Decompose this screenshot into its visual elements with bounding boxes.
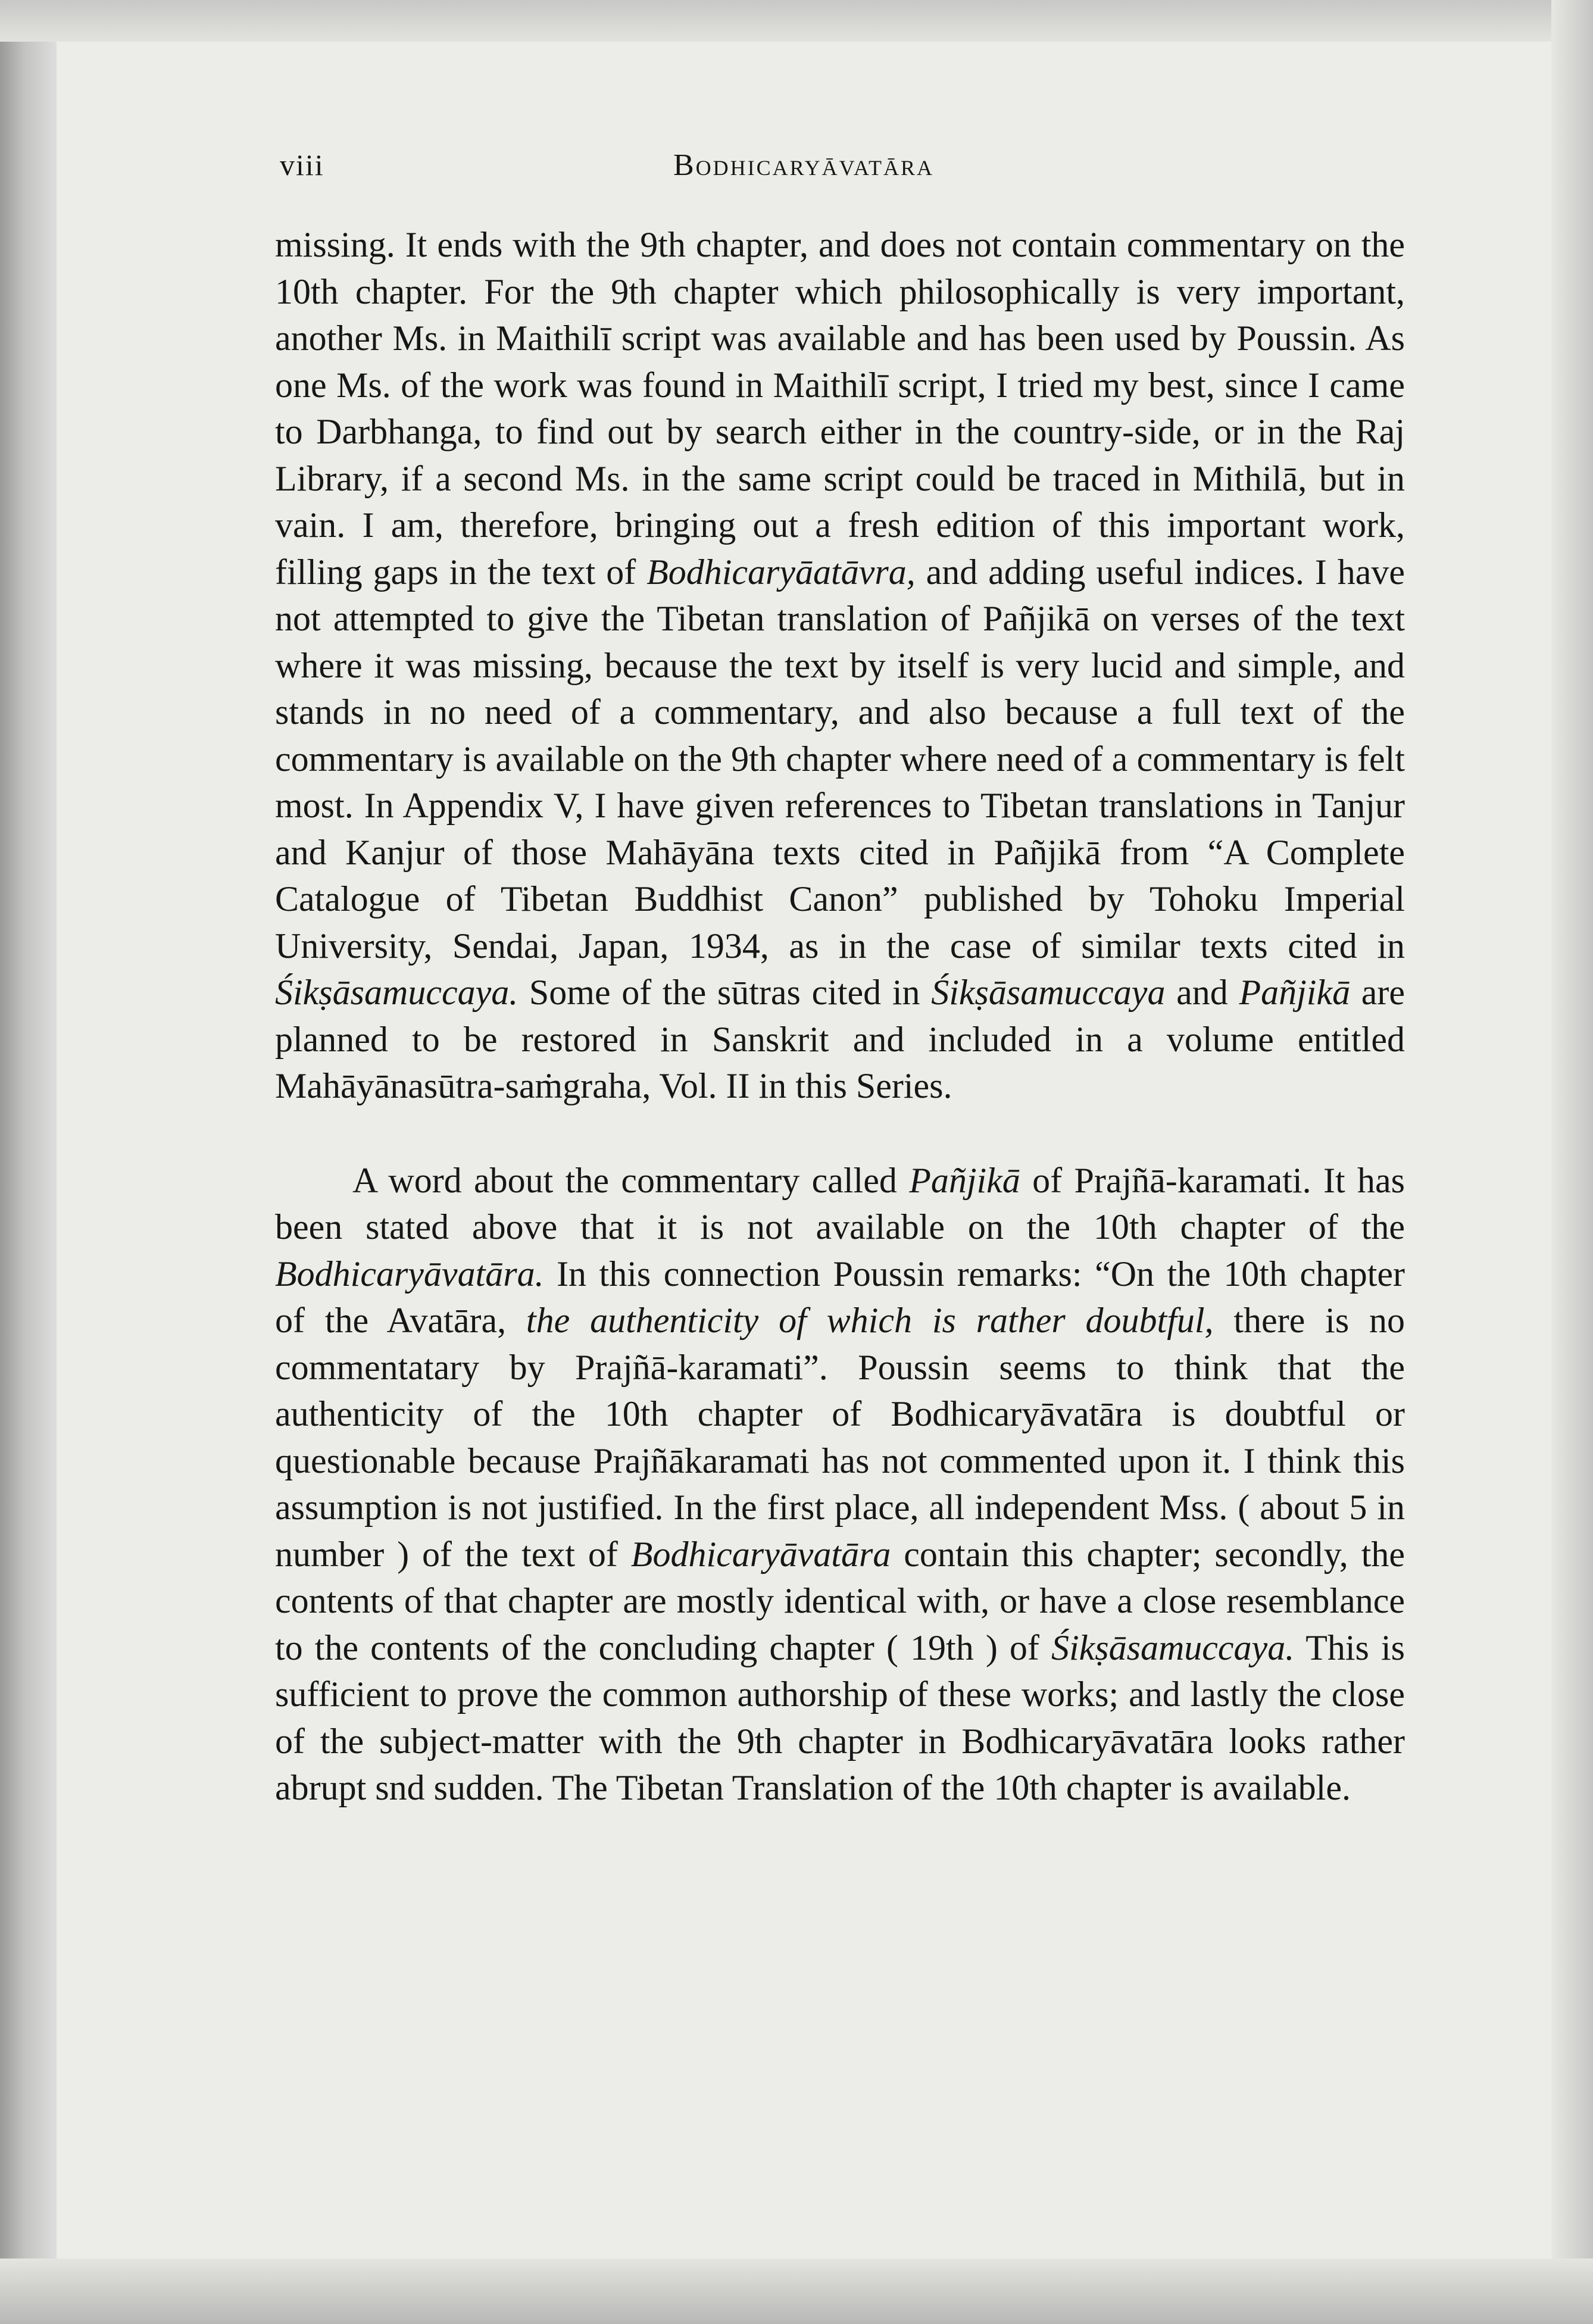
text-run: A word about the commentary called [352, 1160, 910, 1200]
italic-title: Śikṣāsamuccaya [931, 973, 1166, 1012]
scan-shadow-right [1551, 0, 1593, 2324]
italic-title: Bodhicaryāvatāra [630, 1534, 891, 1574]
scan-shadow-bottom [0, 2259, 1593, 2324]
text-run: contain this chapter; secondly, the contents of that chapter are mostly identical with, or have a close resemblance to the contents of the concluding chapter ( 19th ) of [275, 1534, 1405, 1667]
text-run: are planned to be restored in Sanskrit and included in a volume entitled Mahāyānasūtra-saṁgraha, Vol. II in this Series. [275, 973, 1405, 1105]
italic-title: Śikṣāsamuccaya. [1051, 1628, 1295, 1667]
text-run: missing. It ends with the 9th chapter, and does not contain commentary on the 10th chapter. For the 9th chapter which philosophically is very important, another Ms. in Maithilī script was available and has been used by Poussin. As one Ms. of the work was found in Maithilī script, I tried my best, since I came to Darbhanga, to find out by search either in the country-side, or in the Raj Library, if a second Ms. in the same script could be traced in Mithilā, but in vain. I am, therefore, bringing out a fresh edition of this important work, filling gaps in the text of [275, 225, 1405, 592]
paragraph-1 [275, 221, 1405, 1110]
text-run: there is no commentatary by Prajñā-karamati”. Poussin seems to think that the authenticity of the 10th chapter of Bodhicaryāvatāra is doubtful or questionable because Prajñākaramati has not commented upon it. I think this assumption is not justified. In the first place, all independent Mss. ( about 5 in number ) of the text of [275, 1301, 1405, 1574]
text-run: This is sufficient to prove the common authorship of these works; and lastly the close of the subject-matter with the 9th chapter in Bodhicaryāvatāra looks rather abrupt snd sudden. The Tibetan Translation of the 10th chapter is available. [275, 1628, 1405, 1807]
text-run: and [1165, 973, 1239, 1012]
text-run: and adding useful indices. I have not attempted to give the Tibetan translation of Pañjikā on verses of the text where it was missing, because the text by itself is very lucid and simple, and stands in no need of a commentary, and also because a full text of the commentary is available on the 9th chapter where need of a commentary is felt most. In Appendix V, I have given references to Tibetan translations in Tanjur and Kanjur of those Mahāyāna texts cited in Pañjikā from “A Complete Catalogue of Tibetan Buddhist Canon” published by Tohoku Imperial University, Sendai, Japan, 1934, as in the case of similar texts cited in [275, 552, 1405, 966]
scan-shadow-top [0, 0, 1593, 42]
italic-title: Bodhicaryāatāvra, [646, 552, 916, 592]
page-header [280, 148, 1411, 189]
italic-title: Śikṣāsamuccaya. [275, 973, 518, 1012]
text-run: In this connection Poussin remarks: “On the 10th chapter of the Avatāra, [275, 1254, 1405, 1340]
text-run: Some of the sūtras cited in [518, 973, 932, 1012]
page-number: viii [280, 148, 324, 182]
italic-quote: the authenticity of which is rather doubtful, [526, 1301, 1214, 1340]
body-text [275, 221, 1405, 1811]
running-title: Bodhicaryāvatāra [673, 148, 935, 182]
text-run: of Prajñā-karamati. It has been stated above that it is not available on the 10th chapter of the [275, 1160, 1405, 1247]
italic-title: Bodhicaryāvatāra. [275, 1254, 544, 1294]
scan-shadow-left [0, 0, 57, 2324]
italic-title: Pañjikā [909, 1160, 1020, 1200]
italic-title: Pañjikā [1239, 973, 1351, 1012]
paragraph-2 [275, 1157, 1405, 1811]
